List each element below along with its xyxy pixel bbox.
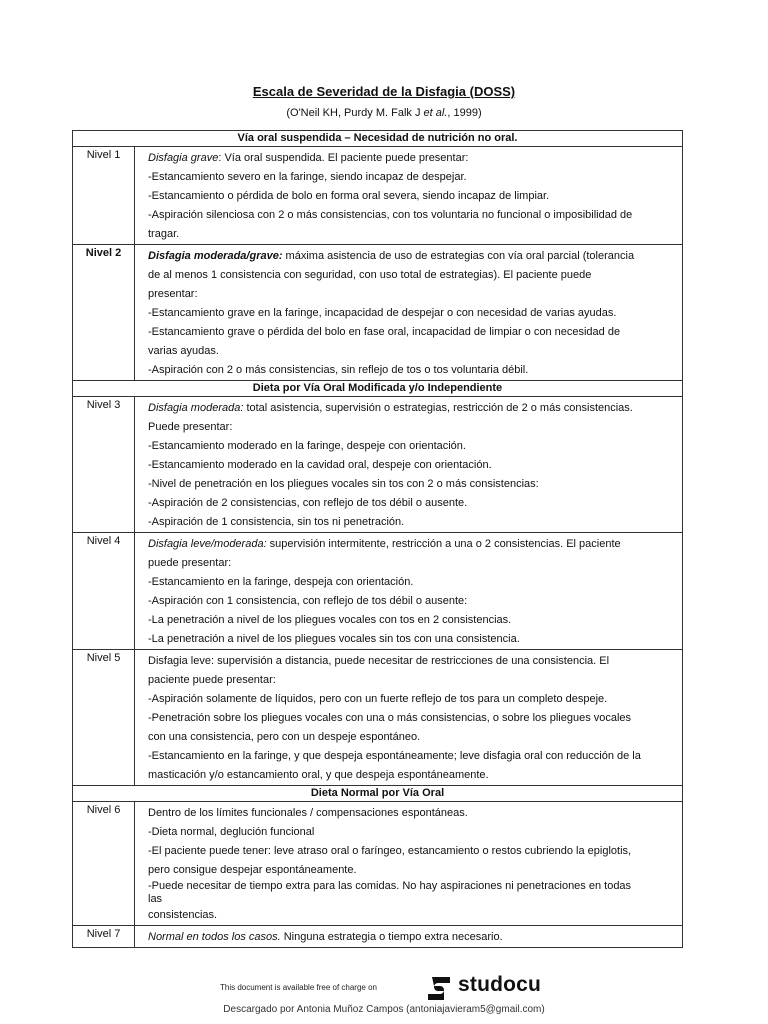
description-line	[148, 690, 674, 709]
level-row	[73, 533, 683, 650]
level-label: Nivel 4	[73, 533, 135, 650]
description-line	[148, 611, 674, 630]
description-line	[148, 475, 674, 494]
description-line	[148, 247, 674, 266]
description-line	[148, 206, 674, 225]
section-header: Dieta por Vía Oral Modificada y/o Independiente	[73, 381, 683, 397]
description-line	[148, 187, 674, 206]
document-title: Escala de Severidad de la Disfagia (DOSS)	[252, 84, 516, 99]
description-line	[148, 804, 674, 823]
description-line	[148, 573, 674, 592]
description-line	[148, 823, 674, 842]
level-description	[135, 397, 683, 533]
level-description	[135, 533, 683, 650]
severity-term: Disfagia moderada/grave:	[148, 250, 283, 262]
description-text: -Aspiración solamente de líquidos, pero con un fuerte reflejo de tos para un completo despeje.	[148, 693, 608, 705]
level-label: Nivel 7	[73, 926, 135, 948]
description-line	[148, 709, 674, 728]
description-text: con una consistencia, pero con un despeje espontáneo.	[148, 731, 421, 743]
level-row	[73, 245, 683, 381]
level-description	[135, 802, 683, 926]
description-text: Ninguna estrategia o tiempo extra necesario.	[280, 931, 503, 943]
description-text: Disfagia leve: supervisión a distancia, puede necesitar de restricciones de una consistencia. El	[148, 655, 610, 667]
severity-term: Disfagia grave	[148, 152, 219, 164]
description-text: -Puede necesitar de tiempo extra para las comidas. No hay aspiraciones ni penetraciones en todas	[148, 880, 632, 892]
severity-term: Disfagia leve/moderada:	[148, 538, 267, 550]
description-line	[148, 766, 674, 785]
level-row	[73, 650, 683, 786]
level-row	[73, 147, 683, 245]
description-text: -Aspiración con 2 o más consistencias, sin reflejo de tos o tos voluntaria débil.	[148, 364, 529, 376]
description-text: paciente puede presentar:	[148, 674, 276, 686]
description-text: -Estancamiento moderado en la cavidad oral, despeje con orientación.	[148, 459, 492, 471]
studocu-brand: studocu	[458, 973, 542, 996]
description-text: de al menos 1 consistencia con seguridad, con uso total de estrategias). El paciente puede	[148, 269, 592, 281]
description-text: -La penetración a nivel de los pliegues vocales sin tos con una consistencia.	[148, 633, 520, 645]
description-text: tragar.	[148, 228, 180, 240]
description-text: -Nivel de penetración en los pliegues vocales sin tos con 2 o más consistencias:	[148, 478, 539, 490]
section-header: Vía oral suspendida – Necesidad de nutrición no oral.	[73, 131, 683, 147]
level-label: Nivel 1	[73, 147, 135, 245]
description-line	[148, 630, 674, 649]
download-notice: Descargado por Antonia Muñoz Campos (antoniajavieram5@gmail.com)	[223, 1004, 545, 1015]
description-text: pero consigue despejar espontáneamente.	[148, 864, 357, 876]
description-text: las	[148, 893, 163, 905]
description-line	[148, 842, 674, 861]
level-description	[135, 926, 683, 948]
description-line	[148, 437, 674, 456]
section-header-row	[73, 786, 683, 802]
description-line	[148, 728, 674, 747]
description-text: supervisión intermitente, restricción a una o 2 consistencias. El paciente	[266, 538, 621, 550]
description-line	[148, 285, 674, 304]
description-text: masticación y/o estancamiento oral, y que despeja espontáneamente.	[148, 769, 489, 781]
section-header: Dieta Normal por Vía Oral	[73, 786, 683, 802]
level-description	[135, 245, 683, 381]
description-line	[148, 861, 674, 880]
level-row	[73, 397, 683, 533]
description-text: presentar:	[148, 288, 198, 300]
description-line	[148, 906, 674, 925]
description-text: : Vía oral suspendida. El paciente puede presentar:	[218, 152, 469, 164]
description-text: total asistencia, supervisión o estrategias, restricción de 2 o más consistencias.	[243, 402, 633, 414]
description-line	[148, 323, 674, 342]
description-text: -Estancamiento grave en la faringe, incapacidad de despejar o con necesidad de varias ayudas.	[148, 307, 617, 319]
description-text: -Aspiración con 1 consistencia, con reflejo de tos débil o ausente:	[148, 595, 468, 607]
doss-table	[72, 130, 683, 948]
availability-text: This document is available free of charge on	[220, 983, 377, 992]
description-line	[148, 592, 674, 611]
description-line	[148, 418, 674, 437]
description-line	[148, 149, 674, 168]
description-text: -Estancamiento moderado en la faringe, despeje con orientación.	[148, 440, 466, 452]
description-text: -Aspiración de 1 consistencia, sin tos ni penetración.	[148, 516, 405, 528]
section-header-row	[73, 131, 683, 147]
description-line	[148, 535, 674, 554]
level-description	[135, 650, 683, 786]
description-line	[148, 304, 674, 323]
level-label: Nivel 3	[73, 397, 135, 533]
level-description	[135, 147, 683, 245]
level-row	[73, 802, 683, 926]
description-text: -Estancamiento o pérdida de bolo en forma oral severa, siendo incapaz de limpiar.	[148, 190, 550, 202]
description-text: Puede presentar:	[148, 421, 233, 433]
description-line	[148, 399, 674, 418]
description-text: consistencias.	[148, 909, 218, 921]
description-line	[148, 361, 674, 380]
description-text: -Aspiración silenciosa con 2 o más consistencias, con tos voluntaria no funcional o imposibilidad de	[148, 209, 633, 221]
severity-term: Disfagia moderada:	[148, 402, 244, 414]
description-line	[148, 168, 674, 187]
description-line	[148, 225, 674, 244]
description-line	[148, 342, 674, 361]
description-text: -El paciente puede tener: leve atraso oral o faríngeo, estancamiento o restos cubriendo la epiglotis,	[148, 845, 632, 857]
description-text: -Aspiración de 2 consistencias, con reflejo de tos débil o ausente.	[148, 497, 468, 509]
description-line	[148, 747, 674, 766]
description-line	[148, 494, 674, 513]
level-row	[73, 926, 683, 948]
description-text: varias ayudas.	[148, 345, 219, 357]
description-text: -Dieta normal, deglución funcional	[148, 826, 315, 838]
description-text: -Estancamiento en la faringe, despeja con orientación.	[148, 576, 414, 588]
description-line	[148, 456, 674, 475]
description-line	[148, 554, 674, 573]
description-line	[148, 266, 674, 285]
description-text: puede presentar:	[148, 557, 232, 569]
description-text: -Estancamiento grave o pérdida del bolo en fase oral, incapacidad de limpiar o con necesidad de	[148, 326, 621, 338]
description-line	[148, 671, 674, 690]
description-line	[148, 652, 674, 671]
description-line	[148, 513, 674, 532]
section-header-row	[73, 381, 683, 397]
description-text: -Penetración sobre los pliegues vocales con una o más consistencias, o sobre los pliegues vocales	[148, 712, 632, 724]
description-line	[148, 928, 674, 947]
level-label: Nivel 6	[73, 802, 135, 926]
level-label: Nivel 5	[73, 650, 135, 786]
description-text: máxima asistencia de uso de estrategias con vía oral parcial (tolerancia	[282, 250, 635, 262]
description-line	[148, 880, 674, 893]
document-citation: (O'Neil KH, Purdy M. Falk J et al., 1999)	[286, 107, 482, 119]
description-text: -Estancamiento severo en la faringe, siendo incapaz de despejar.	[148, 171, 467, 183]
description-text: -Estancamiento en la faringe, y que despeja espontáneamente; leve disfagia oral con reducción de la	[148, 750, 641, 762]
description-text: -La penetración a nivel de los pliegues vocales con tos en 2 consistencias.	[148, 614, 512, 626]
description-line	[148, 893, 674, 906]
studocu-logo-icon	[424, 974, 454, 1002]
severity-term: Normal en todos los casos.	[148, 931, 281, 943]
description-text: Dentro de los límites funcionales / compensaciones espontáneas.	[148, 807, 468, 819]
level-label: Nivel 2	[73, 245, 135, 381]
